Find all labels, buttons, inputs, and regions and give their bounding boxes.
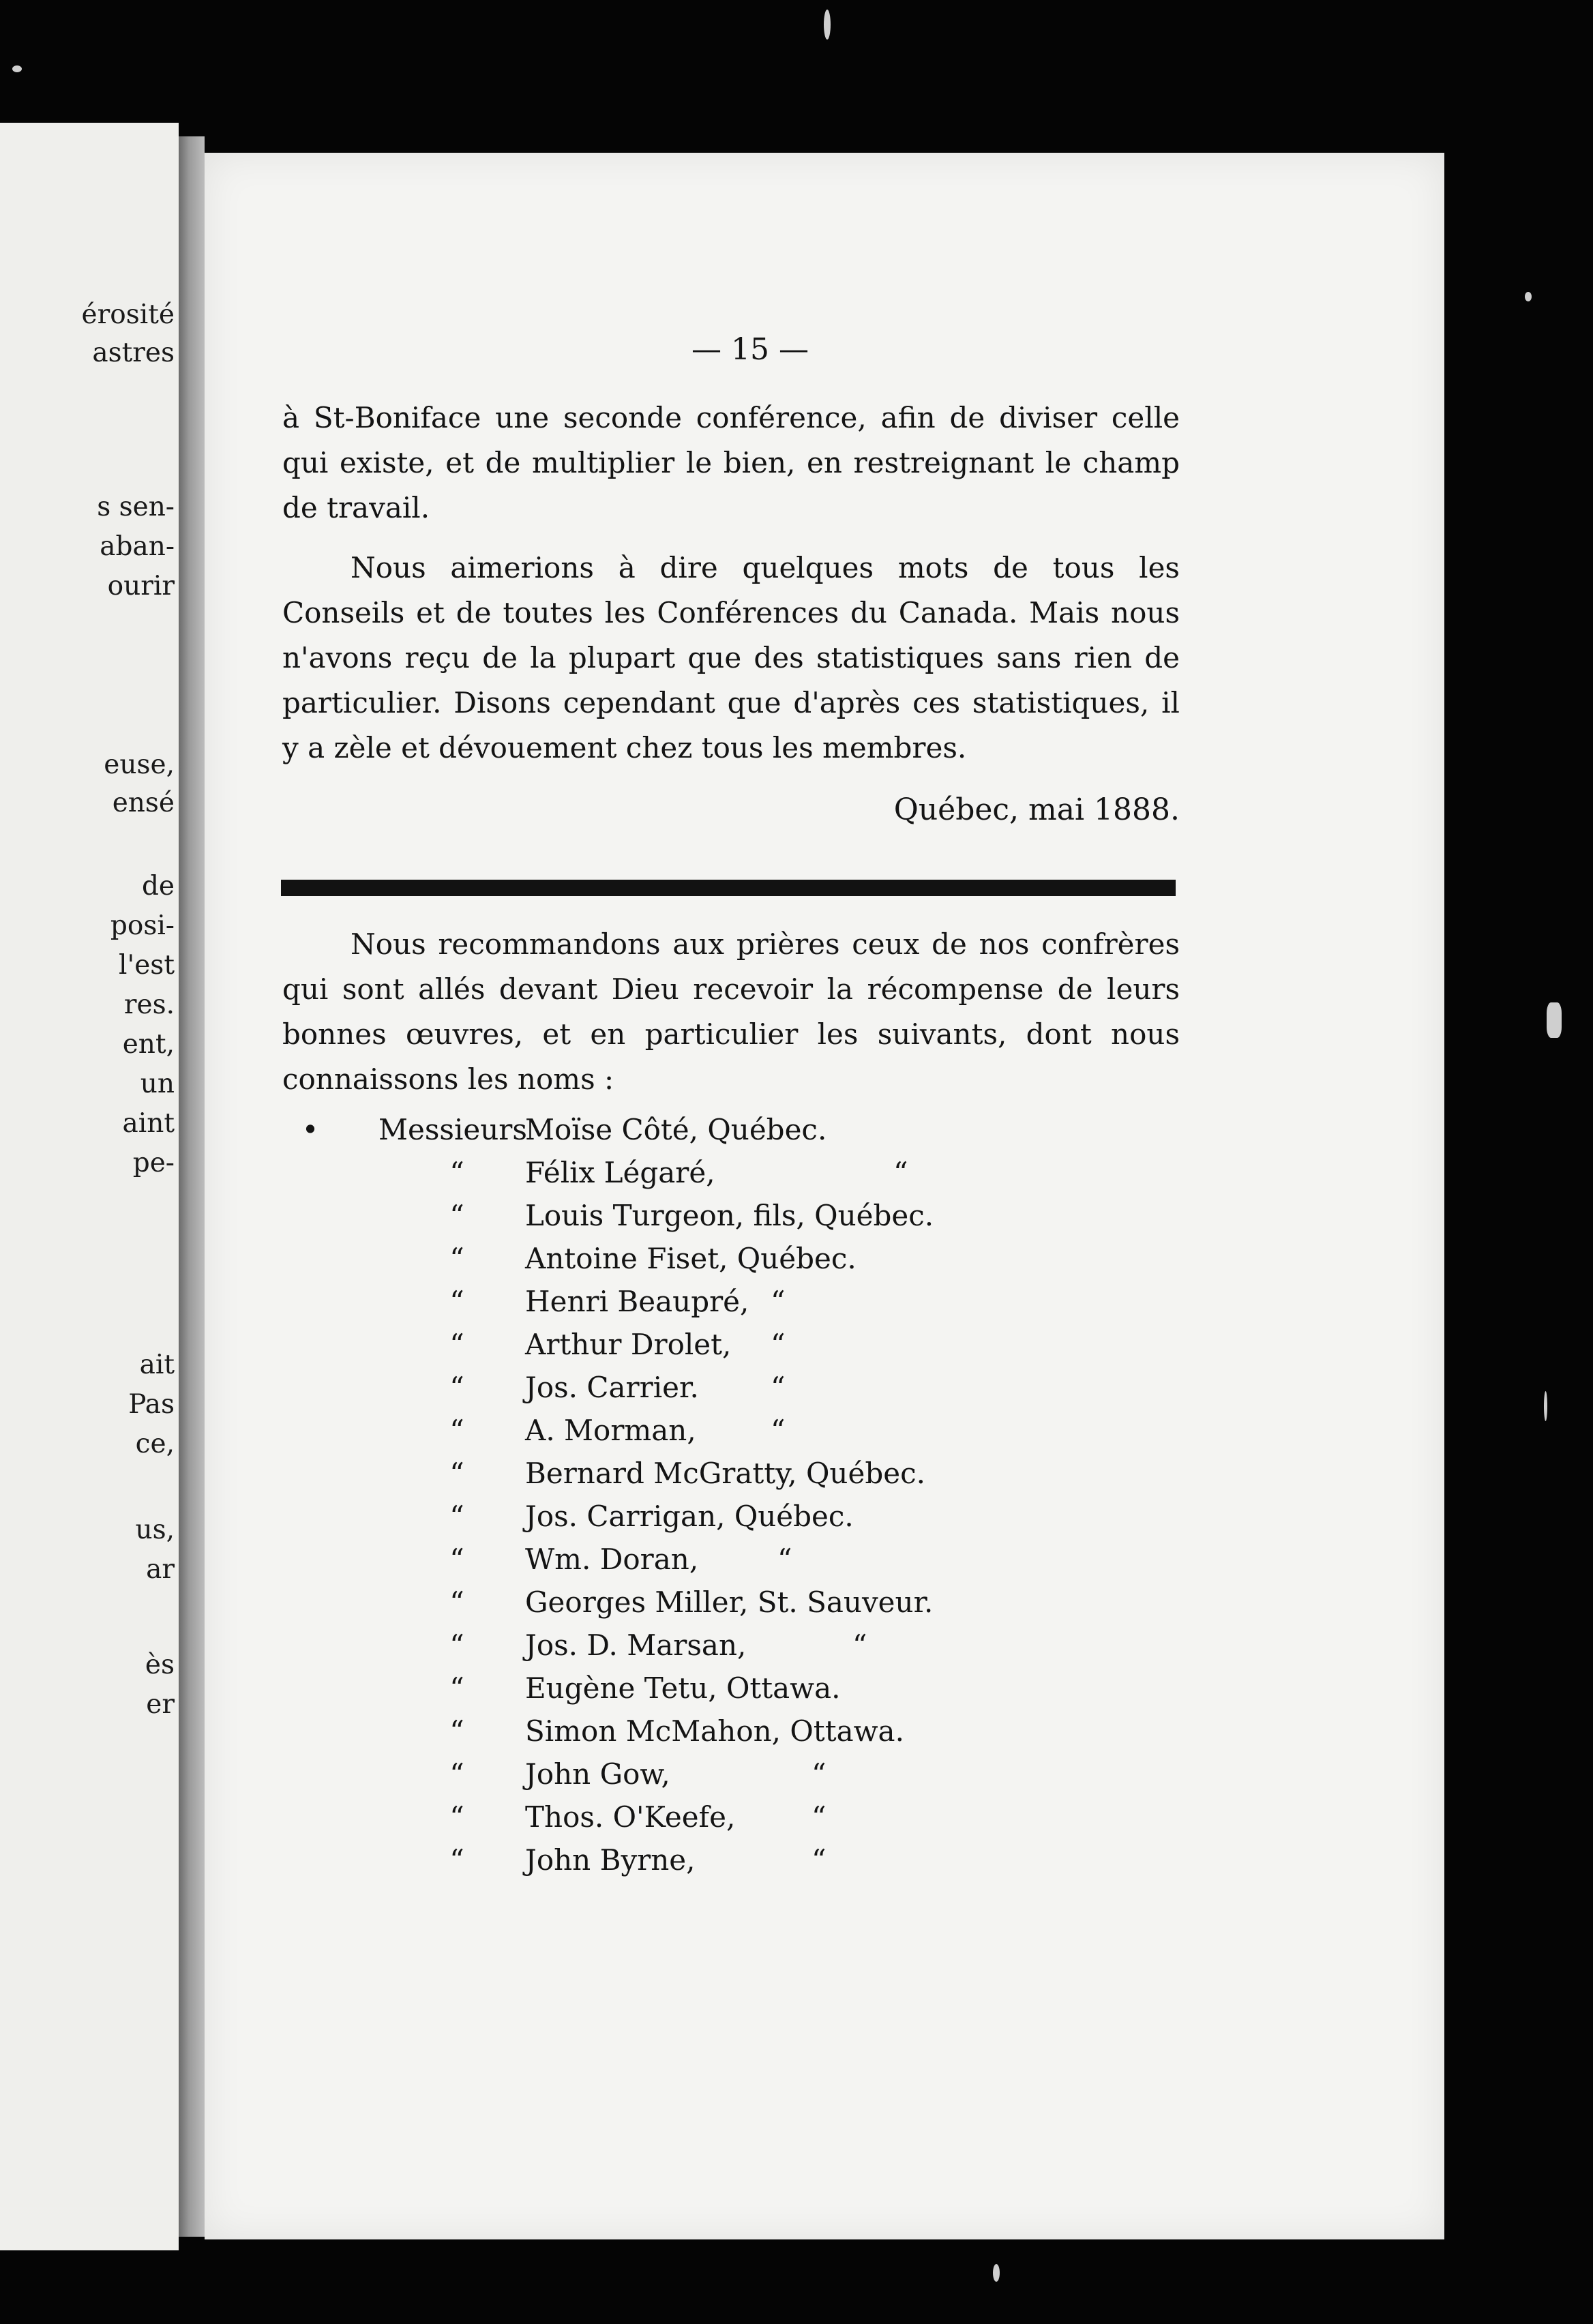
left-page-fragment: aban-	[100, 531, 175, 562]
page-number: — 15 —	[691, 332, 809, 367]
list-item	[300, 1280, 1050, 1323]
ditto-mark: “	[449, 1714, 464, 1748]
list-item	[300, 1796, 1050, 1838]
list-item	[300, 1151, 1050, 1194]
member-name: Louis Turgeon, fils, Québec.	[525, 1199, 934, 1232]
left-page-fragment: ès	[145, 1650, 175, 1680]
list-item	[300, 1581, 1050, 1624]
deceased-members-list	[300, 1108, 1050, 1881]
member-name: Jos. Carrier.	[525, 1371, 699, 1404]
list-item	[300, 1452, 1050, 1495]
ditto-mark: “	[449, 1757, 464, 1791]
place-ditto-mark: “	[893, 1156, 908, 1189]
ditto-mark: “	[449, 1500, 464, 1533]
left-page-fragment: un	[140, 1069, 175, 1099]
left-page-fragment: ar	[146, 1554, 175, 1585]
ditto-mark: “	[449, 1543, 464, 1576]
honorific: Messieurs	[378, 1113, 527, 1146]
left-page-fragment: posi-	[110, 910, 175, 941]
place-date-signature: Québec, mai 1888.	[893, 792, 1180, 827]
member-name: Henri Beaupré,	[525, 1285, 749, 1318]
ditto-mark: “	[449, 1585, 464, 1619]
ditto-mark: “	[449, 1457, 464, 1490]
list-item	[300, 1838, 1050, 1881]
list-item	[300, 1624, 1050, 1667]
place-ditto-mark: “	[812, 1757, 827, 1791]
ditto-mark: “	[449, 1800, 464, 1834]
list-item	[300, 1237, 1050, 1280]
list-item	[300, 1194, 1050, 1237]
list-item	[300, 1667, 1050, 1710]
member-name: Eugène Tetu, Ottawa.	[525, 1671, 841, 1705]
member-name: Arthur Drolet,	[525, 1328, 732, 1361]
member-name: Thos. O'Keefe,	[525, 1800, 736, 1834]
paragraph-st-boniface: à St-Boniface une seconde conférence, afin de diviser celle qui existe, et de multiplier le bien, en restreignant le champ de travail.	[282, 401, 1180, 524]
left-page-fragment: l'est	[119, 950, 175, 981]
ditto-mark: “	[449, 1199, 464, 1232]
member-name: John Byrne,	[525, 1843, 696, 1877]
list-item	[300, 1366, 1050, 1409]
previous-page-edge	[0, 123, 179, 2250]
list-item	[300, 1409, 1050, 1452]
place-ditto-mark: “	[812, 1843, 827, 1877]
member-name: Bernard McGratty, Québec.	[525, 1457, 925, 1490]
member-name: Wm. Doran,	[525, 1543, 699, 1576]
paragraph-prayers: Nous recommandons aux prières ceux de nos confrères qui sont allés devant Dieu recevoir la récompense de leurs bonnes œuvres, et en particulier les suivants, dont nous connaissons les noms :	[282, 927, 1180, 1096]
ditto-mark: “	[449, 1242, 464, 1275]
member-name: Moïse Côté, Québec.	[525, 1113, 827, 1146]
ditto-mark: “	[449, 1328, 464, 1361]
left-page-fragment: ent,	[122, 1029, 175, 1060]
paragraph-councils: Nous aimerions à dire quelques mots de tous les Conseils et de toutes les Conférences du Canada. Mais nous n'avons reçu de la plupart que des statistiques sans rien de particulier. Disons cependant que d'après ces statistiques, il y a zèle et dévouement chez tous les membres.	[282, 551, 1180, 764]
ditto-mark: “	[449, 1671, 464, 1705]
left-page-fragment: pe-	[132, 1148, 175, 1178]
left-page-fragment: de	[141, 871, 175, 902]
left-page-fragment: érosité	[81, 299, 175, 330]
left-page-fragment: ourir	[107, 571, 175, 601]
place-ditto-mark: “	[771, 1371, 786, 1404]
ditto-mark: “	[449, 1414, 464, 1447]
ditto-mark: “	[449, 1371, 464, 1404]
place-ditto-mark: “	[771, 1414, 786, 1447]
member-name: A. Morman,	[525, 1414, 696, 1447]
left-page-fragment: s sen-	[97, 492, 175, 522]
section-divider-rule	[281, 880, 1176, 896]
ditto-mark: “	[449, 1285, 464, 1318]
place-ditto-mark: “	[852, 1628, 867, 1662]
place-ditto-mark: “	[771, 1328, 786, 1361]
list-item	[300, 1753, 1050, 1796]
member-name: John Gow,	[525, 1757, 670, 1791]
left-page-fragment: res.	[123, 989, 175, 1020]
place-ditto-mark: “	[812, 1800, 827, 1834]
member-name: Jos. D. Marsan,	[525, 1628, 747, 1662]
ditto-mark: “	[449, 1156, 464, 1189]
left-page-fragment: ensé	[112, 788, 175, 818]
left-page-fragment: ait	[139, 1350, 175, 1380]
member-name: Jos. Carrigan, Québec.	[525, 1500, 854, 1533]
left-page-fragment: astres	[92, 338, 175, 368]
left-page-fragment: us,	[135, 1515, 175, 1545]
list-item	[300, 1538, 1050, 1581]
list-item	[300, 1495, 1050, 1538]
member-name: Félix Légaré,	[525, 1156, 715, 1189]
place-ditto-mark: “	[777, 1543, 792, 1576]
left-page-fragment: euse,	[104, 749, 175, 780]
left-page-fragment: Pas	[128, 1389, 175, 1420]
left-page-fragment: er	[146, 1689, 175, 1720]
list-item	[300, 1108, 1050, 1151]
list-item	[300, 1323, 1050, 1366]
member-name: Antoine Fiset, Québec.	[525, 1242, 857, 1275]
ditto-mark: “	[449, 1843, 464, 1877]
ditto-mark: “	[449, 1628, 464, 1662]
list-item	[300, 1710, 1050, 1753]
member-name: Georges Miller, St. Sauveur.	[525, 1585, 934, 1619]
member-name: Simon McMahon, Ottawa.	[525, 1714, 904, 1748]
book-gutter	[179, 136, 205, 2237]
place-ditto-mark: “	[771, 1285, 786, 1318]
list-bullet: •	[301, 1113, 319, 1146]
left-page-fragment: aint	[122, 1108, 175, 1139]
left-page-fragment: ce,	[135, 1429, 175, 1459]
